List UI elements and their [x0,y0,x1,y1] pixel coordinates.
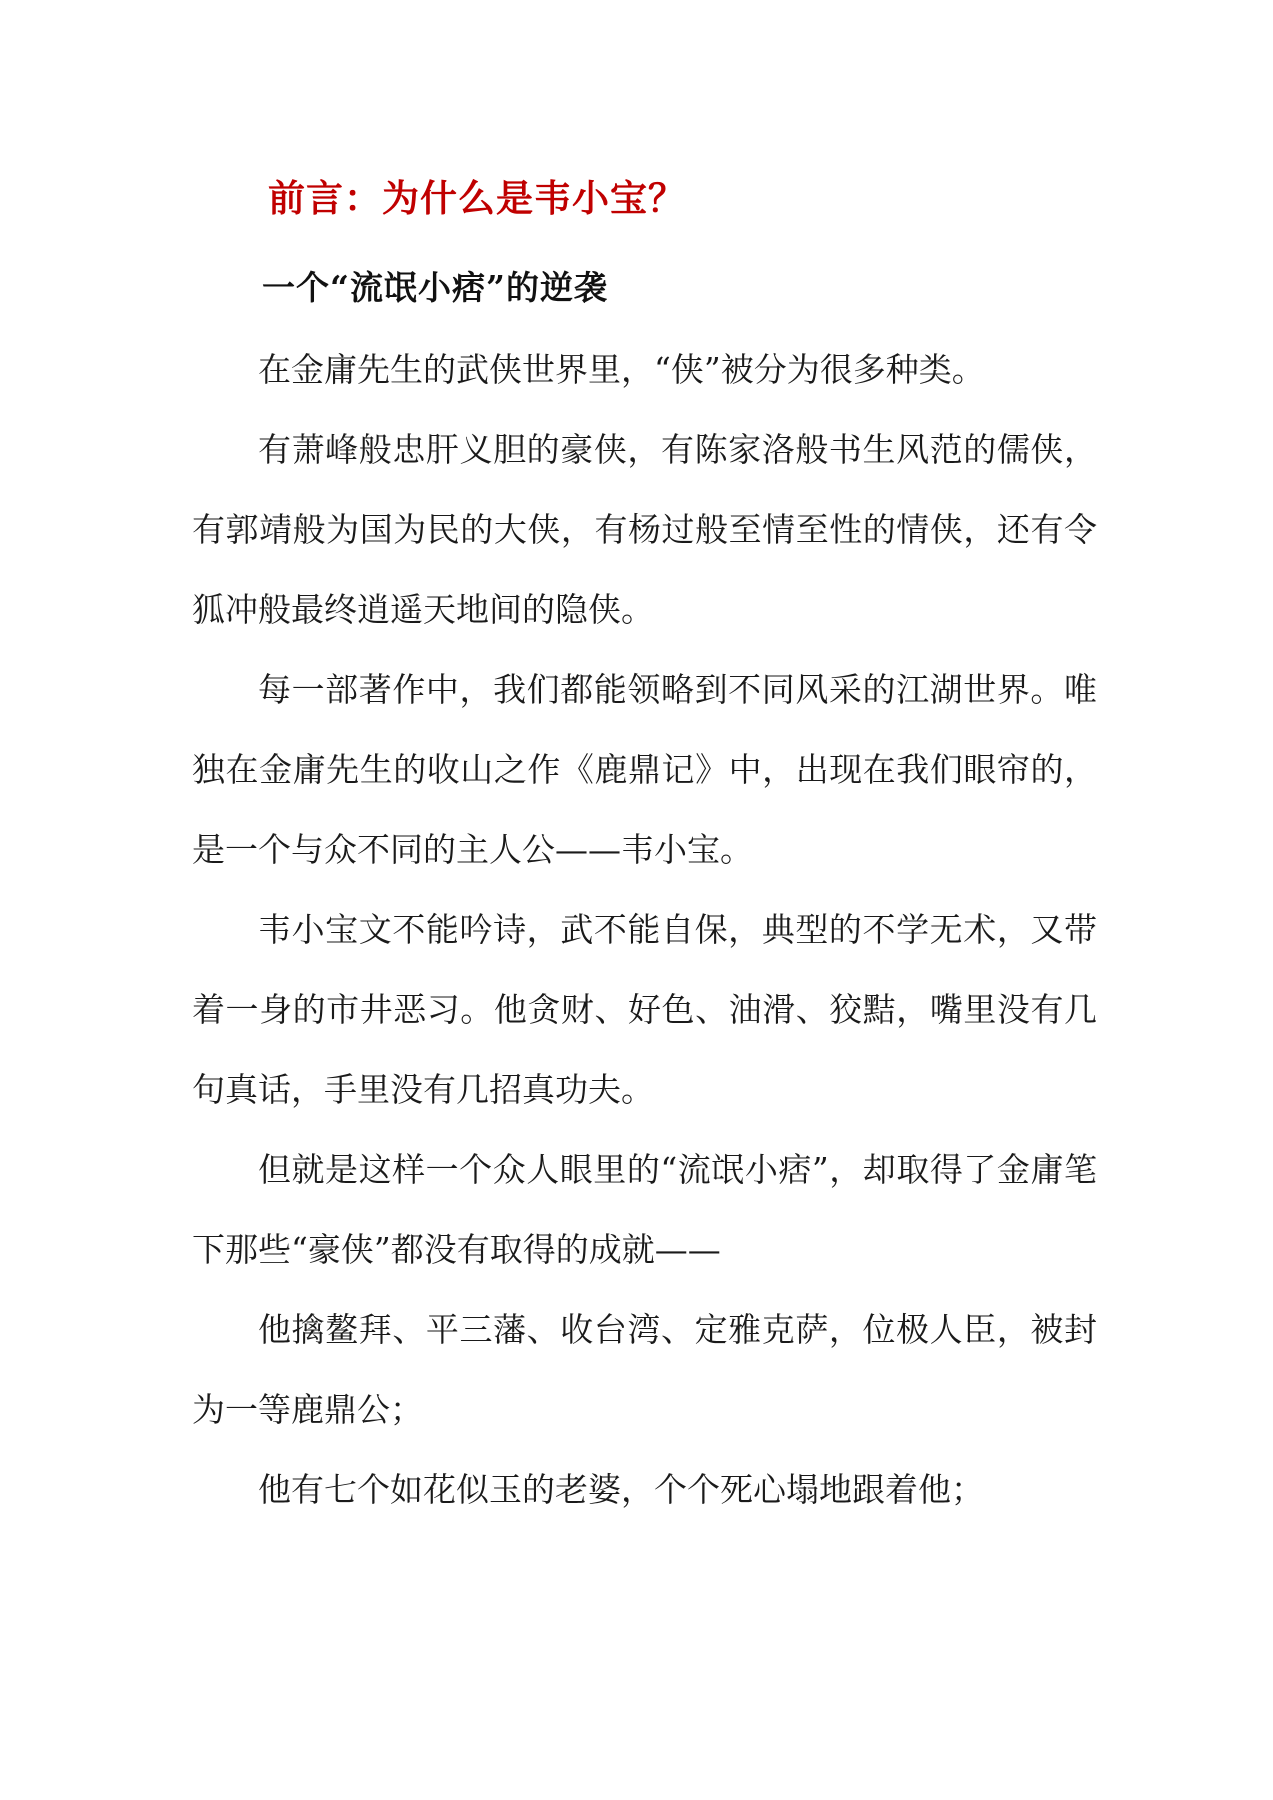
paragraph-1: 在金庸先生的武侠世界里，“侠”被分为很多种类。 [258,350,985,389]
paragraph-5: 但就是这样一个众人眼里的“流氓小痞”，却取得了金庸笔下那些“豪侠”都没有取得的成就—— [192,1150,1097,1269]
paragraph-7: 他有七个如花似玉的老婆，个个死心塌地跟着他； [258,1470,984,1509]
paragraph-6: 他擒鳌拜、平三藩、收台湾、定雅克萨，位极人臣，被封为一等鹿鼎公； [192,1310,1097,1429]
paragraph-2: 有萧峰般忠肝义胆的豪侠，有陈家洛般书生风范的儒侠，有郭靖般为国为民的大侠，有杨过般至情至性的情侠，还有令狐冲般最终逍遥天地间的隐侠。 [192,430,1097,629]
body-text [192,330,1097,1530]
paragraph-3: 每一部著作中，我们都能领略到不同风采的江湖世界。唯独在金庸先生的收山之作《鹿鼎记》中，出现在我们眼帘的，是一个与众不同的主人公——韦小宝。 [192,670,1097,869]
page-title: 前言：为什么是韦小宝？ [268,176,686,220]
paragraph-4: 韦小宝文不能吟诗，武不能自保，典型的不学无术，又带着一身的市井恶习。他贪财、好色、油滑、狡黠，嘴里没有几句真话，手里没有几招真功夫。 [192,910,1097,1109]
section-heading: 一个“流氓小痞”的逆袭 [262,268,608,307]
